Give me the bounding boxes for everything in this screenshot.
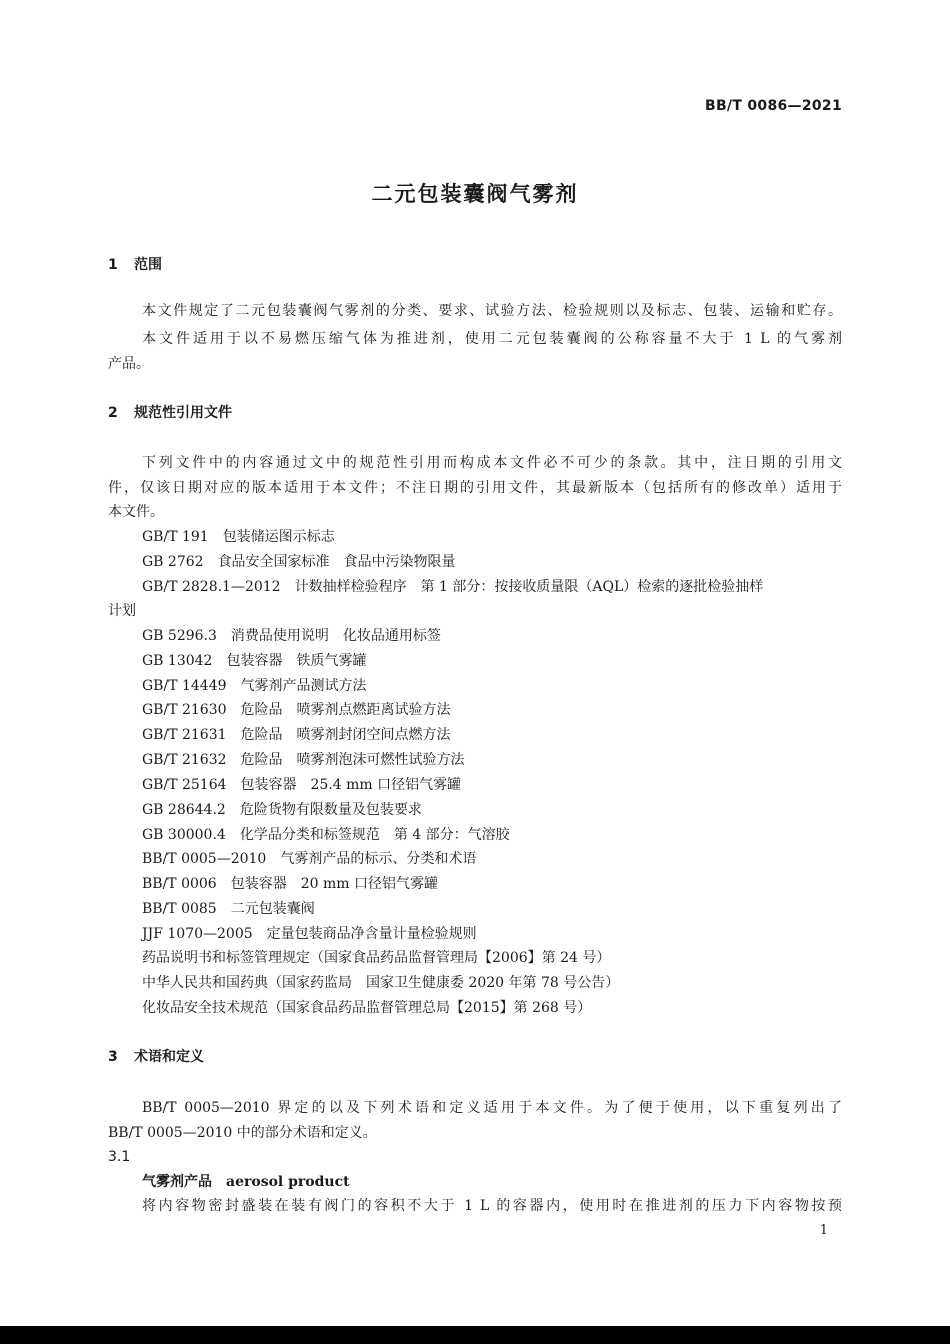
term-number: 3.1 <box>108 1149 131 1165</box>
section-heading-scope <box>108 255 162 275</box>
scope-paragraph-2-line-2: 产品。 <box>108 356 150 372</box>
reference-item <box>142 525 335 549</box>
reference-title: 危险品 喷雾剂点燃距离试验方法 <box>240 702 451 718</box>
reference-title: 气雾剂产品的标示、分类和术语 <box>280 851 477 867</box>
scope-paragraph-2-line-1: 本文件适用于以不易燃压缩气体为推进剂，使用二元包装囊阀的公称容量不大于 1 L 的气雾剂 <box>142 331 842 347</box>
normative-intro-line-2: 件，仅该日期对应的版本适用于本文件；不注日期的引用文件，其最新版本（包括所有的修改单）适用于 <box>108 480 842 496</box>
reference-title: 包装储运图示标志 <box>222 529 335 545</box>
document-title: 二元包装囊阀气雾剂 <box>371 182 579 206</box>
section-number: 3 <box>108 1049 118 1065</box>
reference-item <box>142 674 367 698</box>
terms-intro-line-2: BB/T 0005—2010 中的部分术语和定义。 <box>108 1125 377 1141</box>
term-title-zh: 气雾剂产品 <box>142 1174 212 1190</box>
reference-item <box>142 823 510 847</box>
reference-code: GB/T 2828.1—2012 <box>142 579 281 595</box>
term-title <box>142 1170 350 1194</box>
reference-item <box>142 798 422 822</box>
reference-item <box>142 723 451 747</box>
reference-code: GB/T 21632 <box>142 752 227 768</box>
reference-item <box>142 624 441 648</box>
reference-item: 化妆品安全技术规范（国家食品药品监督管理总局【2015】第 268 号） <box>142 1000 592 1016</box>
reference-item <box>142 922 477 946</box>
section-title: 规范性引用文件 <box>134 405 232 421</box>
reference-item <box>142 773 461 797</box>
term-title-en: aerosol product <box>226 1174 350 1190</box>
reference-code: GB/T 14449 <box>142 678 227 694</box>
reference-code: GB 2762 <box>142 554 204 570</box>
reference-item-continuation: 计划 <box>108 603 136 619</box>
section-number: 2 <box>108 405 118 421</box>
reference-code: GB/T 21631 <box>142 727 227 743</box>
reference-code: GB/T 25164 <box>142 777 227 793</box>
reference-code: BB/T 0085 <box>142 901 217 917</box>
standard-code: BB/T 0086—2021 <box>704 98 842 114</box>
reference-code: GB/T 191 <box>142 529 209 545</box>
reference-item <box>142 748 465 772</box>
reference-item: 中华人民共和国药典（国家药监局 国家卫生健康委 2020 年第 78 号公告） <box>142 975 620 991</box>
section-heading-terms <box>108 1047 204 1067</box>
reference-title: 危险品 喷雾剂封闭空间点燃方法 <box>240 727 451 743</box>
reference-item <box>142 550 456 574</box>
reference-item <box>142 575 763 599</box>
reference-title: 定量包装商品净含量计量检验规则 <box>266 926 477 942</box>
reference-item <box>142 698 451 722</box>
reference-title: 气雾剂产品测试方法 <box>240 678 367 694</box>
reference-title: 消费品使用说明 化妆品通用标签 <box>230 628 441 644</box>
reference-title: 计数抽样检验程序 第 1 部分：按接收质量限（AQL）检索的逐批检验抽样 <box>294 579 764 595</box>
reference-code: GB 30000.4 <box>142 827 226 843</box>
reference-title: 包装容器 25.4 mm 口径铝气雾罐 <box>240 777 462 793</box>
page-number: 1 <box>819 1223 828 1238</box>
reference-title: 食品安全国家标准 食品中污染物限量 <box>217 554 456 570</box>
reference-code: GB 5296.3 <box>142 628 217 644</box>
section-title: 术语和定义 <box>134 1049 204 1065</box>
reference-item: 药品说明书和标签管理规定（国家食品药品监督管理局【2006】第 24 号） <box>142 950 611 966</box>
section-number: 1 <box>108 257 118 273</box>
normative-intro-line-1: 下列文件中的内容通过文中的规范性引用而构成本文件必不可少的条款。其中，注日期的引用文 <box>142 455 842 471</box>
reference-code: BB/T 0006 <box>142 876 217 892</box>
reference-code: GB 28644.2 <box>142 802 226 818</box>
reference-title: 危险货物有限数量及包装要求 <box>239 802 422 818</box>
term-definition-line-1: 将内容物密封盛装在装有阀门的容积不大于 1 L 的容器内，使用时在推进剂的压力下内容物按预 <box>142 1198 842 1214</box>
page-bottom-bar <box>0 1326 950 1344</box>
reference-title: 二元包装囊阀 <box>230 901 315 917</box>
normative-intro-line-3: 本文件。 <box>108 504 164 520</box>
reference-title: 包装容器 铁质气雾罐 <box>226 653 367 669</box>
scope-paragraph-1: 本文件规定了二元包装囊阀气雾剂的分类、要求、试验方法、检验规则以及标志、包装、运输和贮存。 <box>142 303 842 319</box>
reference-title: 包装容器 20 mm 口径铝气雾罐 <box>230 876 438 892</box>
reference-item <box>142 847 476 871</box>
terms-intro-line-1: BB/T 0005—2010 界定的以及下列术语和定义适用于本文件。为了便于使用，以下重复列出了 <box>142 1100 842 1116</box>
section-title: 范围 <box>134 257 162 273</box>
reference-item <box>142 872 438 896</box>
reference-code: GB/T 21630 <box>142 702 227 718</box>
reference-code: BB/T 0005—2010 <box>142 851 267 867</box>
reference-title: 危险品 喷雾剂泡沫可燃性试验方法 <box>240 752 465 768</box>
section-heading-normative-references <box>108 403 232 423</box>
reference-item <box>142 649 366 673</box>
reference-item <box>142 897 315 921</box>
reference-title: 化学品分类和标签规范 第 4 部分：气溶胶 <box>239 827 510 843</box>
reference-code: GB 13042 <box>142 653 213 669</box>
reference-code: JJF 1070—2005 <box>142 926 253 942</box>
